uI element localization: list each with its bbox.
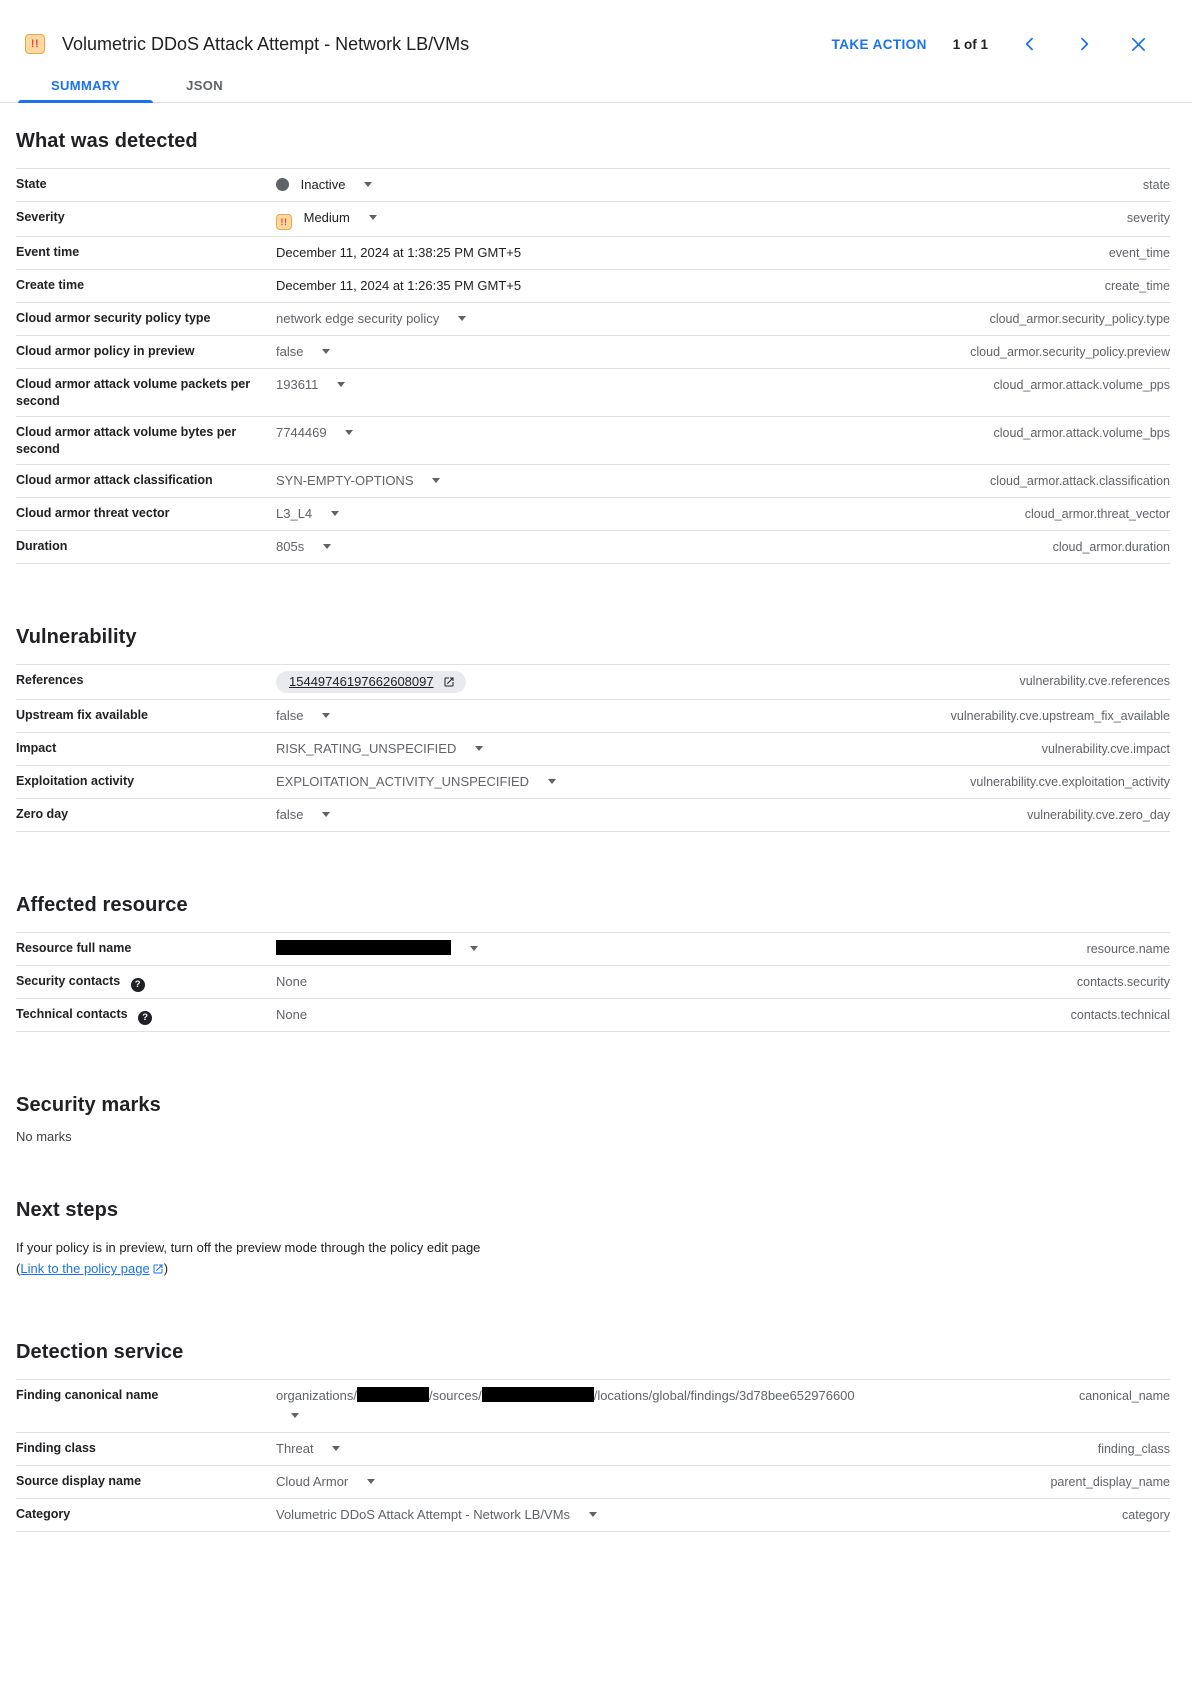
field-key: event_time — [1108, 246, 1170, 260]
field-key: cloud_armor.security_policy.preview — [970, 345, 1170, 359]
field-label — [16, 972, 276, 992]
field-key: vulnerability.cve.upstream_fix_available — [950, 709, 1170, 723]
table-row-volume-pps — [16, 369, 1170, 417]
field-key: cloud_armor.security_policy.type — [989, 312, 1170, 326]
field-label: Duration — [16, 539, 68, 553]
take-action-button[interactable]: TAKE ACTION — [831, 36, 927, 52]
table-row-state — [16, 169, 1170, 202]
table-row-category — [16, 1499, 1170, 1532]
field-key: category — [1122, 1508, 1170, 1522]
field-value: false — [276, 344, 304, 359]
severity-medium-icon: !! — [25, 34, 45, 54]
open-in-new-icon — [443, 676, 455, 688]
field-value: Medium — [303, 210, 350, 225]
field-label: References — [16, 673, 84, 687]
field-value: Inactive — [300, 177, 346, 192]
chevron-down-icon[interactable] — [332, 1446, 340, 1451]
table-row-canonical-name — [16, 1380, 1170, 1433]
canonical-part-findings: /locations/global/findings/3d78bee652976600 — [593, 1388, 855, 1403]
section-what-was-detected — [16, 130, 1170, 564]
chevron-down-icon[interactable] — [322, 812, 330, 817]
open-in-new-icon[interactable] — [152, 1263, 164, 1275]
field-label-text: Technical contacts — [16, 1007, 128, 1021]
field-label: Cloud armor attack volume bytes per second — [16, 425, 237, 456]
section-title: Detection service — [16, 1341, 184, 1363]
field-key: state — [1142, 178, 1170, 192]
severity-medium-icon: !! — [276, 214, 292, 230]
section-title: What was detected — [16, 130, 198, 152]
field-label: Zero day — [16, 807, 69, 821]
reference-id: 15449746197662608097 — [289, 674, 434, 689]
canonical-part-orgs: organizations/ — [276, 1388, 357, 1403]
field-key: vulnerability.cve.zero_day — [1027, 808, 1170, 822]
field-key: cloud_armor.attack.volume_bps — [993, 426, 1170, 440]
table-row-severity — [16, 202, 1170, 237]
help-icon[interactable]: ? — [138, 1011, 152, 1025]
field-key: vulnerability.cve.exploitation_activity — [970, 775, 1170, 789]
field-key: create_time — [1104, 279, 1170, 293]
field-label: Create time — [16, 278, 85, 292]
table-row-zero-day — [16, 799, 1170, 832]
table-row-references — [16, 665, 1170, 700]
table-row-security-contacts — [16, 966, 1170, 999]
chevron-down-icon[interactable] — [331, 511, 339, 516]
field-label: Source display name — [16, 1474, 142, 1488]
field-value: false — [276, 807, 304, 822]
field-key: vulnerability.cve.impact — [1041, 742, 1170, 756]
field-key: cloud_armor.attack.volume_pps — [993, 378, 1170, 392]
field-label: Cloud armor attack volume packets per second — [16, 377, 251, 408]
previous-finding-button[interactable] — [1016, 30, 1044, 58]
section-title: Next steps — [16, 1199, 119, 1221]
chevron-left-icon — [1022, 36, 1038, 52]
table-row-exploitation — [16, 766, 1170, 799]
field-label: Cloud armor attack classification — [16, 473, 213, 487]
table-row-policy-preview — [16, 336, 1170, 369]
chevron-down-icon[interactable] — [589, 1512, 597, 1517]
field-value: SYN-EMPTY-OPTIONS — [276, 473, 414, 488]
section-vulnerability — [16, 626, 1170, 832]
field-label: Cloud armor security policy type — [16, 311, 211, 325]
section-next-steps — [16, 1199, 1170, 1279]
section-title: Vulnerability — [16, 626, 137, 648]
field-value: Cloud Armor — [276, 1474, 349, 1489]
field-key: contacts.technical — [1070, 1008, 1170, 1022]
field-key: severity — [1126, 211, 1170, 225]
next-steps-body-end: ) — [163, 1261, 169, 1276]
chevron-right-icon — [1076, 36, 1092, 52]
field-value: network edge security policy — [276, 311, 440, 326]
field-key: contacts.security — [1076, 975, 1170, 989]
field-key: resource.name — [1086, 942, 1170, 956]
finding-header — [0, 0, 1192, 58]
tab-json[interactable]: JSON — [153, 68, 256, 102]
table-row-technical-contacts — [16, 999, 1170, 1032]
chevron-down-icon[interactable] — [369, 215, 377, 220]
pagination-counter: 1 of 1 — [952, 36, 988, 52]
field-label-text: Security contacts — [16, 974, 121, 988]
field-label: Category — [16, 1507, 71, 1521]
field-label: Cloud armor threat vector — [16, 506, 170, 520]
canonical-part-sources: /sources/ — [428, 1388, 482, 1403]
field-label: Exploitation activity — [16, 774, 135, 788]
chevron-down-icon[interactable] — [337, 382, 345, 387]
tab-summary[interactable]: SUMMARY — [18, 68, 153, 102]
field-label: Impact — [16, 741, 57, 755]
close-icon — [1130, 36, 1147, 53]
section-title: Security marks — [16, 1094, 161, 1116]
table-row-source-display-name — [16, 1466, 1170, 1499]
next-steps-body: If your policy is in preview, turn off the preview mode through the policy edit page ( — [16, 1240, 481, 1276]
help-icon[interactable]: ? — [131, 978, 145, 992]
table-row-upstream-fix — [16, 700, 1170, 733]
field-key: parent_display_name — [1050, 1475, 1170, 1489]
chevron-down-icon[interactable] — [475, 746, 483, 751]
field-value: false — [276, 708, 304, 723]
next-finding-button[interactable] — [1070, 30, 1098, 58]
next-steps-text — [16, 1237, 488, 1279]
table-row-impact — [16, 733, 1170, 766]
field-key: canonical_name — [1078, 1389, 1170, 1403]
field-value: None — [276, 974, 308, 989]
chevron-down-icon[interactable] — [432, 478, 440, 483]
field-value: 193611 — [276, 377, 319, 392]
table-row-event-time — [16, 237, 1170, 270]
field-label: Resource full name — [16, 941, 132, 955]
field-value: 7744469 — [276, 425, 327, 440]
field-label: Cloud armor policy in preview — [16, 344, 195, 358]
table-row-finding-class — [16, 1433, 1170, 1466]
chevron-down-icon[interactable] — [364, 182, 372, 187]
section-security-marks — [16, 1094, 1170, 1144]
table-row-threat-vector — [16, 498, 1170, 531]
field-key: finding_class — [1097, 1442, 1170, 1456]
field-key: vulnerability.cve.references — [1019, 674, 1170, 688]
reference-chip-link[interactable] — [276, 671, 466, 693]
chevron-down-icon[interactable] — [322, 713, 330, 718]
field-key: cloud_armor.attack.classification — [990, 474, 1170, 488]
field-value: 805s — [276, 539, 305, 554]
table-row-resource-name — [16, 933, 1170, 966]
chevron-down-icon[interactable] — [291, 1413, 299, 1418]
table-row-duration — [16, 531, 1170, 564]
chevron-down-icon[interactable] — [548, 779, 556, 784]
field-label: Upstream fix available — [16, 708, 149, 722]
close-panel-button[interactable] — [1124, 30, 1152, 58]
policy-page-link[interactable]: Link to the policy page — [20, 1261, 150, 1276]
page-title: Volumetric DDoS Attack Attempt - Network LB/VMs — [62, 33, 470, 54]
redacted-resource-name — [276, 940, 451, 955]
field-label — [16, 1005, 276, 1025]
field-key: cloud_armor.duration — [1052, 540, 1170, 554]
tab-bar — [0, 68, 1192, 103]
no-marks-text: No marks — [16, 1129, 72, 1144]
field-value: EXPLOITATION_ACTIVITY_UNSPECIFIED — [276, 774, 530, 789]
state-inactive-icon — [276, 178, 289, 191]
section-detection-service — [16, 1341, 1170, 1532]
field-key: cloud_armor.threat_vector — [1024, 507, 1170, 521]
chevron-down-icon[interactable] — [322, 349, 330, 354]
field-value: December 11, 2024 at 1:38:25 PM GMT+5 — [276, 245, 522, 260]
field-value: None — [276, 1007, 308, 1022]
redacted-org-id — [357, 1387, 429, 1402]
field-value: December 11, 2024 at 1:26:35 PM GMT+5 — [276, 278, 522, 293]
chevron-down-icon[interactable] — [345, 430, 353, 435]
field-label: Finding canonical name — [16, 1388, 159, 1402]
chevron-down-icon[interactable] — [470, 946, 478, 951]
field-label: Severity — [16, 210, 65, 224]
chevron-down-icon[interactable] — [323, 544, 331, 549]
field-label: State — [16, 177, 47, 191]
field-label: Finding class — [16, 1441, 96, 1455]
chevron-down-icon[interactable] — [458, 316, 466, 321]
field-value: Volumetric DDoS Attack Attempt - Network LB/VMs — [276, 1507, 571, 1522]
table-row-classification — [16, 465, 1170, 498]
field-value: Threat — [276, 1441, 314, 1456]
chevron-down-icon[interactable] — [367, 1479, 375, 1484]
field-value: L3_L4 — [276, 506, 313, 521]
table-row-create-time — [16, 270, 1170, 303]
field-label: Event time — [16, 245, 80, 259]
section-affected-resource — [16, 894, 1170, 1032]
field-value: RISK_RATING_UNSPECIFIED — [276, 741, 457, 756]
table-row-volume-bps — [16, 417, 1170, 465]
section-title: Affected resource — [16, 894, 188, 916]
redacted-source-id — [482, 1387, 594, 1402]
table-row-policy-type — [16, 303, 1170, 336]
